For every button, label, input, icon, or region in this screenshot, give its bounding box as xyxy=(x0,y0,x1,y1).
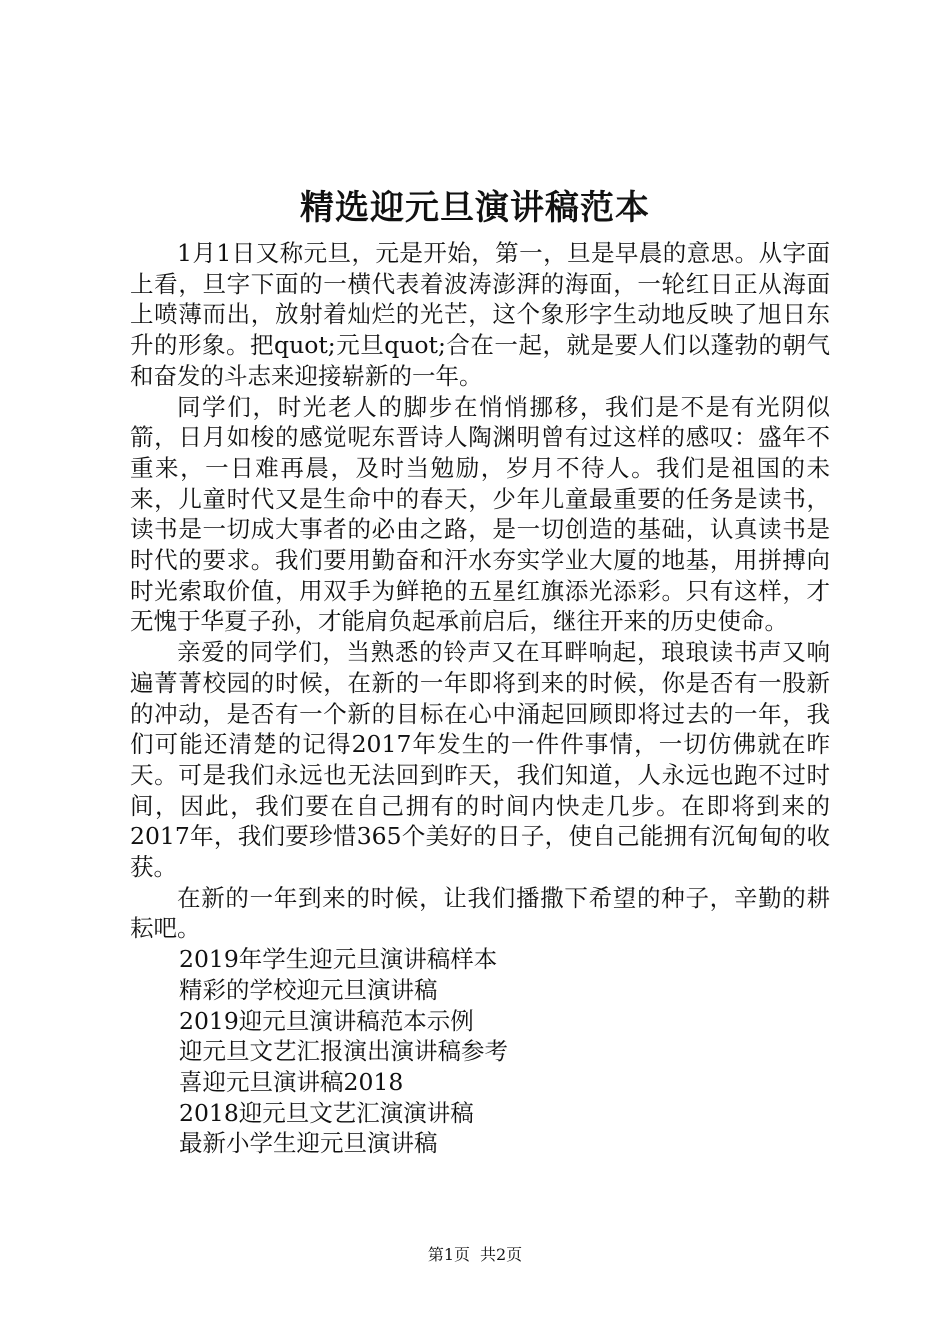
document-body xyxy=(130,238,830,1159)
page-number-current: 第1页 xyxy=(427,1245,470,1264)
paragraph: 在新的一年到来的时候，让我们播撒下希望的种子，辛勤的耕耘吧。 xyxy=(130,883,830,943)
related-article-link[interactable]: 喜迎元旦演讲稿2018 xyxy=(179,1067,404,1096)
document-title: 精选迎元旦演讲稿范本 xyxy=(300,188,650,228)
related-article-link[interactable]: 最新小学生迎元旦演讲稿 xyxy=(179,1129,438,1158)
paragraph: 亲爱的同学们，当熟悉的铃声又在耳畔响起，琅琅读书声又响遍菁菁校园的时候，在新的一年即将到来的时候，你是否有一股新的冲动，是否有一个新的目标在心中涌起回顾即将过去的一年，我们可能还清楚的记得2017年发生的一件件事情，一切仿佛就在昨天。可是我们永远也无法回到昨天，我们知道，人永远也跑不过时间，因此，我们要在自己拥有的时间内快走几步。在即将到来的2017年，我们要珍惜365个美好的日子，使自己能拥有沉甸甸的收获。 xyxy=(130,638,830,882)
related-articles-list xyxy=(130,944,830,1159)
page-number-total: 共2页 xyxy=(480,1245,523,1264)
related-article-link[interactable]: 2019迎元旦演讲稿范本示例 xyxy=(179,1006,474,1035)
paragraph: 同学们，时光老人的脚步在悄悄挪移，我们是不是有光阴似箭，日月如梭的感觉呢东晋诗人陶渊明曾有过这样的感叹：盛年不重来，一日难再晨，及时当勉励，岁月不待人。我们是祖国的未来，儿童时代又是生命中的春天，少年儿童最重要的任务是读书，读书是一切成大事者的必由之路，是一切创造的基础，认真读书是时代的要求。我们要用勤奋和汗水夯实学业大厦的地基，用拼搏向时光索取价值，用双手为鲜艳的五星红旗添光添彩。只有这样，才无愧于华夏子孙，才能肩负起承前启后，继往开来的历史使命。 xyxy=(130,392,830,636)
related-article-link[interactable]: 迎元旦文艺汇报演出演讲稿参考 xyxy=(179,1037,508,1066)
paragraph: 1月1日又称元旦，元是开始，第一，旦是早晨的意思。从字面上看，旦字下面的一横代表着波涛澎湃的海面，一轮红日正从海面上喷薄而出，放射着灿烂的光芒，这个象形字生动地反映了旭日东升的形象。把quot;元旦quot;合在一起，就是要人们以蓬勃的朝气和奋发的斗志来迎接崭新的一年。 xyxy=(130,239,830,390)
page-footer xyxy=(0,1244,950,1266)
related-article-link[interactable]: 2018迎元旦文艺汇演演讲稿 xyxy=(179,1098,474,1127)
related-article-link[interactable]: 精彩的学校迎元旦演讲稿 xyxy=(179,975,438,1004)
related-article-link[interactable]: 2019年学生迎元旦演讲稿样本 xyxy=(179,945,498,974)
